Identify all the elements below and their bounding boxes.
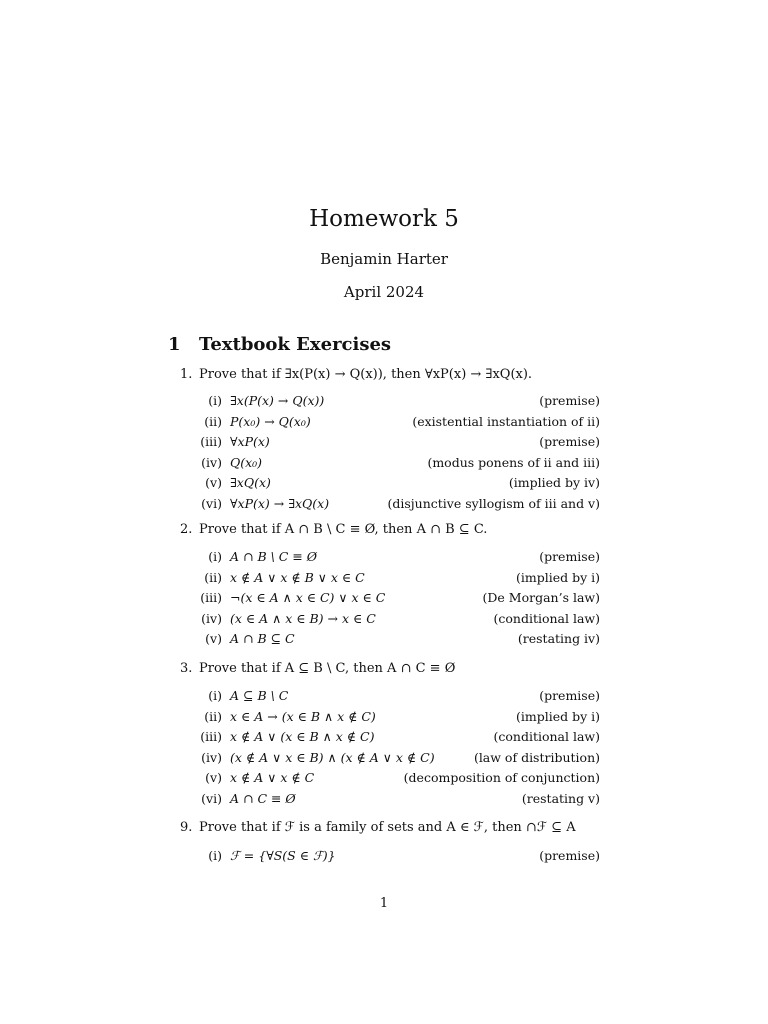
proof-step [196,568,600,589]
step-justification: (implied by i) [515,569,600,585]
step-expression: x ∈ A → (x ∈ B ∧ x ∉ C) [230,708,376,724]
proof-step [196,629,600,650]
step-expression: (x ∉ A ∨ x ∈ B) ∧ (x ∉ A ∨ x ∉ C) [230,749,435,765]
step-expression: ¬(x ∈ A ∧ x ∈ C) ∨ x ∈ C [230,590,386,606]
step-numeral: (i) [208,393,222,408]
step-justification: (conditional law) [493,729,600,745]
step-justification: (premise) [539,393,600,408]
step-justification: (De Morgan’s law) [482,590,600,606]
proof-step [196,609,600,630]
proof-step [196,547,600,568]
step-justification: (disjunctive syllogism of iii and v) [387,495,600,511]
step-expression: ∃xQ(x) [230,475,271,491]
step-expression: x ∉ A ∨ x ∉ B ∨ x ∈ C [230,569,365,585]
proof-step [196,432,600,453]
step-justification: (implied by i) [515,708,600,724]
problem-number: 9. [180,820,193,835]
step-expression: Q(x₀) [230,454,263,470]
step-expression: x ∉ A ∨ x ∉ C [230,770,315,786]
step-numeral: (v) [205,475,222,491]
problem-text: Prove that if ℱ is a family of sets and A ∈ ℱ, then ∩ℱ ⊆ A [199,820,576,835]
step-expression: A ⊆ B \ C [230,688,289,703]
problem-number: 3. [180,661,193,676]
step-justification: (existential instantiation of ii) [412,413,600,429]
proof-step [196,727,600,748]
step-numeral: (ii) [204,413,222,429]
document-date: April 2024 [343,283,425,301]
step-numeral: (v) [205,631,222,647]
author-name: Benjamin Harter [320,250,448,268]
step-justification: (premise) [539,848,600,863]
proof-steps [196,391,600,515]
step-expression: A ∩ C ≡ Ø [230,790,296,806]
proof-step [196,391,600,412]
problem-text: Prove that if A ⊆ B \ C, then A ∩ C ≡ Ø [199,661,456,676]
proof-step [196,686,600,707]
proof-step [196,494,600,515]
step-justification: (conditional law) [493,610,600,626]
step-numeral: (iv) [201,749,222,765]
problem-statement [180,820,600,835]
problem-statement [180,661,600,676]
step-expression: (x ∈ A ∧ x ∈ B) → x ∈ C [230,610,376,626]
proof-step [196,789,600,810]
proof-step [196,412,600,433]
problem-number: 2. [180,522,193,537]
document-title: Homework 5 [309,206,459,232]
problem-statement [180,367,600,382]
step-numeral: (i) [208,688,222,703]
proof-steps [196,547,600,650]
proof-step [196,846,600,867]
proof-step [196,768,600,789]
proof-step [196,748,600,769]
section-number: 1 [168,334,181,355]
problem-text: Prove that if A ∩ B \ C ≡ Ø, then A ∩ B ⊆ C. [199,522,488,537]
step-justification: (premise) [539,688,600,703]
step-justification: (premise) [539,434,600,450]
step-numeral: (iii) [200,729,222,745]
step-expression: x ∉ A ∨ (x ∈ B ∧ x ∉ C) [230,729,375,745]
step-expression: ∀xP(x) [230,434,270,450]
step-justification: (restating iv) [517,631,600,647]
step-justification: (restating v) [521,790,600,806]
step-numeral: (iv) [201,610,222,626]
proof-step [196,588,600,609]
section-title: Textbook Exercises [199,334,392,355]
proof-step [196,707,600,728]
section-heading [168,334,391,355]
problem-statement [180,522,600,537]
proof-step [196,453,600,474]
step-expression: A ∩ B ⊆ C [230,631,295,647]
step-numeral: (vi) [201,495,222,511]
step-numeral: (ii) [204,569,222,585]
step-expression: ∃x(P(x) → Q(x)) [230,393,325,408]
step-justification: (decomposition of conjunction) [403,770,600,786]
problem-text: Prove that if ∃x(P(x) → Q(x)), then ∀xP(x) → ∃xQ(x). [199,367,533,382]
step-justification: (modus ponens of ii and iii) [427,454,600,470]
step-numeral: (i) [208,848,222,863]
step-justification: (implied by iv) [508,475,600,491]
proof-steps [196,846,600,867]
page-number: 1 [379,896,389,911]
proof-step [196,473,600,494]
step-numeral: (ii) [204,708,222,724]
step-expression: ℱ = {∀S(S ∈ ℱ)} [230,848,336,863]
step-justification: (premise) [539,549,600,564]
step-numeral: (iv) [201,454,222,470]
step-expression: ∀xP(x) → ∃xQ(x) [230,495,330,511]
step-expression: P(x₀) → Q(x₀) [230,413,311,429]
step-numeral: (iii) [200,434,222,450]
step-numeral: (v) [205,770,222,786]
step-expression: A ∩ B \ C ≡ Ø [230,549,318,564]
problem-number: 1. [180,367,193,382]
step-numeral: (i) [208,549,222,564]
proof-steps [196,686,600,810]
step-numeral: (vi) [201,790,222,806]
step-numeral: (iii) [200,590,222,606]
step-justification: (law of distribution) [473,749,600,765]
